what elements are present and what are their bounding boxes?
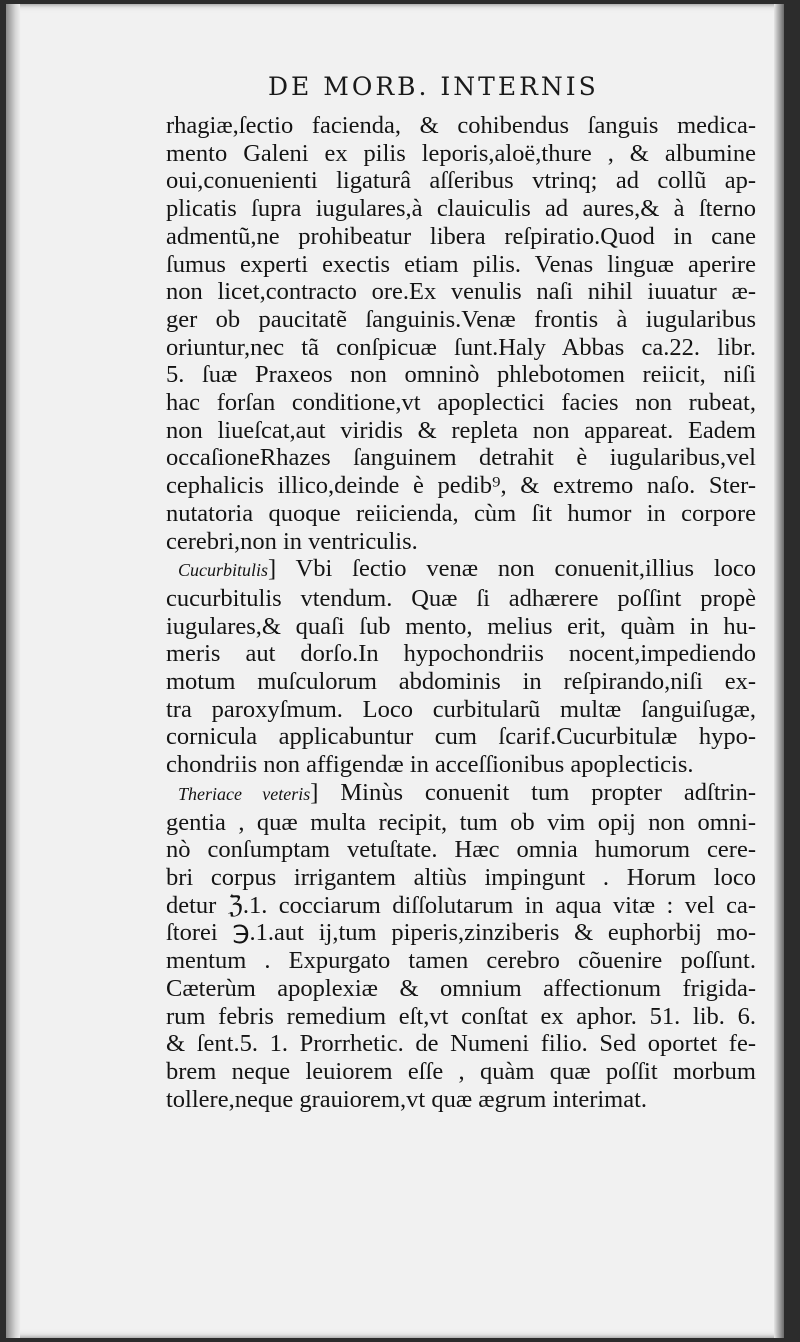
text-line: cucurbitulis vtendum. Quæ ſi adhærere poſſint propè xyxy=(166,584,756,612)
text-line: iugulares,& quaſi ſub mento, melius erit, quàm in hu- xyxy=(166,612,756,640)
text-line: meris aut dorſo.In hypochondriis nocent,impediendo xyxy=(166,640,756,668)
cucurbitulis-first-line xyxy=(166,555,756,585)
text-segment: ] Vbi ſectio venæ non conuenit,illius loco xyxy=(268,555,756,583)
text-line: mento Galeni ex pilis leporis,aloë,thure , & albumine xyxy=(166,139,756,167)
text-line: rhagiæ,ſectio facienda, & cohibendus ſanguis medica- xyxy=(166,112,756,139)
text-line: non licet,contracto ore.Ex venulis naſi nihil iuuatur æ- xyxy=(166,278,756,306)
text-line: cerebri,non in ventriculis. xyxy=(166,527,418,555)
text-line: brem neque leuiorem eſſe , quàm quæ poſſit morbum xyxy=(166,1057,756,1085)
page-edge-shadow xyxy=(774,4,784,1338)
body-text xyxy=(166,112,756,1113)
text-line: occaſioneRhazes ſanguinem detrahit è iugularibus,vel xyxy=(166,444,756,472)
text-line: ger ob paucitatẽ ſanguinis.Venæ frontis à iugularibus xyxy=(166,305,756,333)
marginal-lemma-theriace: Theriace veteris xyxy=(178,783,311,804)
page-gutter-shadow xyxy=(6,4,20,1338)
text-line: detur ℨ.1. cocciarum diſſolutarum in aqua vitæ : vel ca- xyxy=(166,891,756,919)
text-line: non liueſcat,aut viridis & repleta non appareat. Eadem xyxy=(166,416,756,444)
text-line: tollere,neque grauiorem,vt quæ ægrum interimat. xyxy=(166,1085,648,1113)
book-page xyxy=(6,4,784,1338)
text-line: cephalicis illico,deinde è pedib⁹, & extremo naſo. Ster- xyxy=(166,472,756,500)
text-line: plicatis ſupra iugulares,à clauiculis ad aures,& à ſterno xyxy=(166,195,756,223)
marginal-lemma-cucurbitulis: Cucurbitulis xyxy=(178,560,269,581)
text-line: chondriis non affigendæ in acceſſionibus apoplecticis. xyxy=(166,751,694,779)
text-line: nò conſumptam vetuſtate. Hæc omnia humorum cere- xyxy=(166,836,756,864)
text-line: gentia , quæ multa recipit, tum ob vim opij non omni- xyxy=(166,808,756,836)
text-line: cornicula applicabuntur cum ſcarif.Cucurbitulæ hypo- xyxy=(166,723,756,751)
text-line: tra paroxyſmum. Loco curbitularũ multæ ſanguiſugæ, xyxy=(166,695,756,723)
theriace-first-line xyxy=(166,779,756,809)
text-line: & ſent.5. 1. Prorrhetic. de Numeni filio. Sed oportet fe- xyxy=(166,1030,756,1058)
text-line: bri corpus irrigantem altiùs impingunt . Horum loco xyxy=(166,863,756,891)
text-line: ſumus experti exectis etiam pilis. Venas linguæ aperire xyxy=(166,250,756,278)
text-line: motum muſculorum abdominis in reſpirando,niſi ex- xyxy=(166,668,756,696)
text-line: Cæterùm apoplexiæ & omnium affectionum frigida- xyxy=(166,974,756,1002)
text-line: ſtorei ℈.1.aut ij,tum piperis,zinziberis & euphorbij mo- xyxy=(166,919,756,947)
text-line: oriuntur,nec tã conſpicuæ ſunt.Haly Abbas ca.22. libr. xyxy=(166,333,756,361)
text-line: mentum . Expurgato tamen cerebro cõuenire poſſunt. xyxy=(166,947,756,975)
text-line: rum febris remedium eſt,vt conſtat ex aphor. 51. lib. 6. xyxy=(166,1002,756,1030)
text-segment: ] Minùs conuenit tum propter adſtrin- xyxy=(310,778,756,806)
text-line: 5. ſuæ Praxeos non omninò phlebotomen reiicit, niſi xyxy=(166,361,756,389)
text-line: hac forſan conditione,vt apoplectici facies non rubeat, xyxy=(166,389,756,417)
text-line: admentũ,ne prohibeatur libera reſpiratio.Quod in cane xyxy=(166,222,756,250)
running-header: DE MORB. INTERNIS xyxy=(268,72,599,101)
text-line: nutatoria quoque reiicienda, cùm ſit humor in corpore xyxy=(166,499,756,527)
text-line: oui,conuenienti ligaturâ aſſeribus vtrinq; ad collũ ap- xyxy=(166,167,756,195)
